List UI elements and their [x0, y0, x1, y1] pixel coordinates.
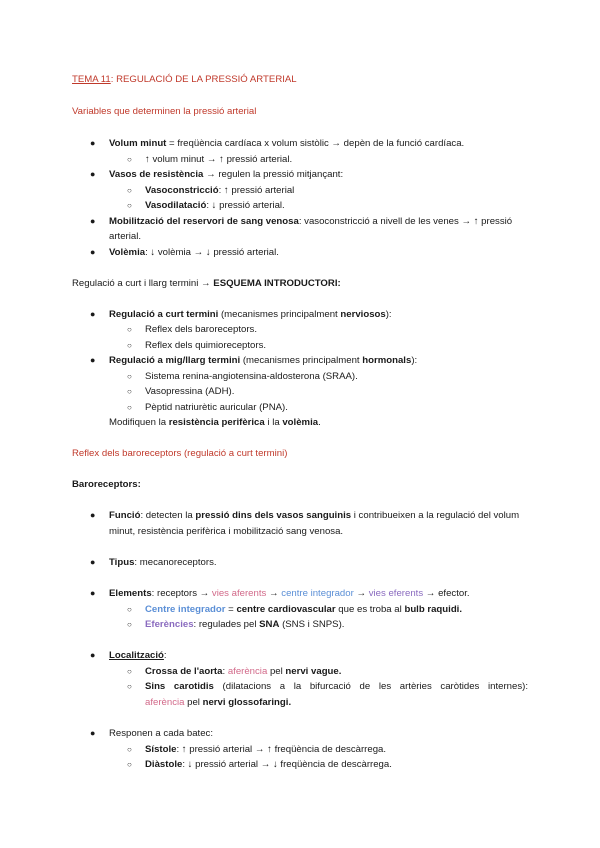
s2-item1-sub: Reflex dels quimioreceptors. [145, 340, 267, 351]
s3-elements-sub1: Centre integrador = centre cardiovascular que es troba al bulb raquidi. [145, 604, 463, 615]
circle-bullet-icon: ○ [127, 682, 132, 691]
circle-bullet-icon: ○ [127, 760, 132, 769]
section1-heading: Variables que determinen la pressió arterial [72, 106, 257, 117]
s2-item1: Regulació a curt termini (mecanismes principalment nerviosos): [109, 309, 392, 320]
s3-loc-sub2: Sins carotidis (dilatacions a la bifurcació de les artèries caròtides internes): [145, 681, 528, 692]
section3-heading: Reflex dels baroreceptors (regulació a curt termini) [72, 448, 288, 459]
circle-bullet-icon: ○ [127, 667, 132, 676]
section3-subheading: Baroreceptors: [72, 479, 141, 490]
s2-item2-sub: Vasopressina (ADH). [145, 386, 235, 397]
circle-bullet-icon: ○ [127, 620, 132, 629]
circle-bullet-icon: ○ [127, 372, 132, 381]
s3-funcio: Funció: detecten la pressió dins dels vasos sanguinis i contribueixen a la regulació del volum [109, 510, 520, 521]
s1-item1-sub: ↑ volum minut → ↑ pressió arterial. [145, 154, 293, 165]
title-prefix: TEMA 11 [72, 74, 111, 85]
circle-bullet-icon: ○ [127, 745, 132, 754]
bullet-icon: ● [90, 169, 96, 179]
s1-item4: Volèmia: ↓ volèmia → ↓ pressió arterial. [109, 247, 279, 258]
circle-bullet-icon: ○ [127, 186, 132, 195]
s2-item2: Regulació a mig/llarg termini (mecanismes principalment hormonals): [109, 355, 418, 366]
circle-bullet-icon: ○ [127, 155, 132, 164]
circle-bullet-icon: ○ [127, 341, 132, 350]
circle-bullet-icon: ○ [127, 605, 132, 614]
bullet-icon: ● [90, 138, 96, 148]
circle-bullet-icon: ○ [127, 325, 132, 334]
circle-bullet-icon: ○ [127, 201, 132, 210]
s1-item2-sub2: Vasodilatació: ↓ pressió arterial. [145, 200, 285, 211]
s1-item3-cont: arterial. [109, 231, 141, 242]
s3-funcio-cont: minut, resistència perifèrica i mobilització sang venosa. [109, 526, 344, 537]
section2-heading: Regulació a curt i llarg termini → ESQUEMA INTRODUCTORI: [72, 278, 341, 289]
s3-loc-sub1: Crossa de l'aorta: aferència pel nervi vague. [145, 666, 342, 677]
s1-item2-sub1: Vasoconstricció: ↑ pressió arterial [145, 185, 295, 196]
s3-loc-sub2-cont: aferència pel nervi glossofaringi. [145, 697, 292, 708]
s3-resp-sub2: Diàstole: ↓ pressió arterial → ↓ freqüència de descàrrega. [145, 759, 392, 770]
bullet-icon: ● [90, 588, 96, 598]
s2-item1-sub: Reflex dels baroreceptors. [145, 324, 257, 335]
s2-item2-sub: Pèptid natriurètic auricular (PNA). [145, 402, 288, 413]
circle-bullet-icon: ○ [127, 403, 132, 412]
s2-item2-sub: Sistema renina-angiotensina-aldosterona (SRAA). [145, 371, 358, 382]
bullet-icon: ● [90, 650, 96, 660]
s3-localitzacio: Localització: [109, 650, 167, 661]
bullet-icon: ● [90, 216, 96, 226]
s1-item3: Mobilització del reservori de sang venosa: vasoconstricció a nivell de les venes → ↑ pressió [109, 216, 513, 227]
bullet-icon: ● [90, 247, 96, 257]
s3-elements-sub2: Eferències: regulades pel SNA (SNS i SNPS). [145, 619, 345, 630]
s3-resp-sub1: Sístole: ↑ pressió arterial → ↑ freqüència de descàrrega. [145, 744, 387, 755]
s3-elements: Elements: receptors → vies aferents → centre integrador → vies eferents → efector. [109, 588, 470, 599]
bullet-icon: ● [90, 355, 96, 365]
circle-bullet-icon: ○ [127, 387, 132, 396]
s1-item1: Volum minut = freqüència cardíaca x volum sistòlic → depèn de la funció cardíaca. [109, 138, 465, 149]
bullet-icon: ● [90, 728, 96, 738]
bullet-icon: ● [90, 510, 96, 520]
document-title [72, 72, 297, 87]
s2-note: Modifiquen la resistència perifèrica i la volèmia. [109, 417, 321, 428]
title-rest: : REGULACIÓ DE LA PRESSIÓ ARTERIAL [110, 74, 297, 85]
bullet-icon: ● [90, 557, 96, 567]
bullet-icon: ● [90, 309, 96, 319]
s1-item2: Vasos de resistència → regulen la pressió mitjançant: [109, 169, 344, 180]
s3-tipus: Tipus: mecanoreceptors. [109, 557, 217, 568]
s3-responen: Responen a cada batec: [109, 728, 214, 739]
